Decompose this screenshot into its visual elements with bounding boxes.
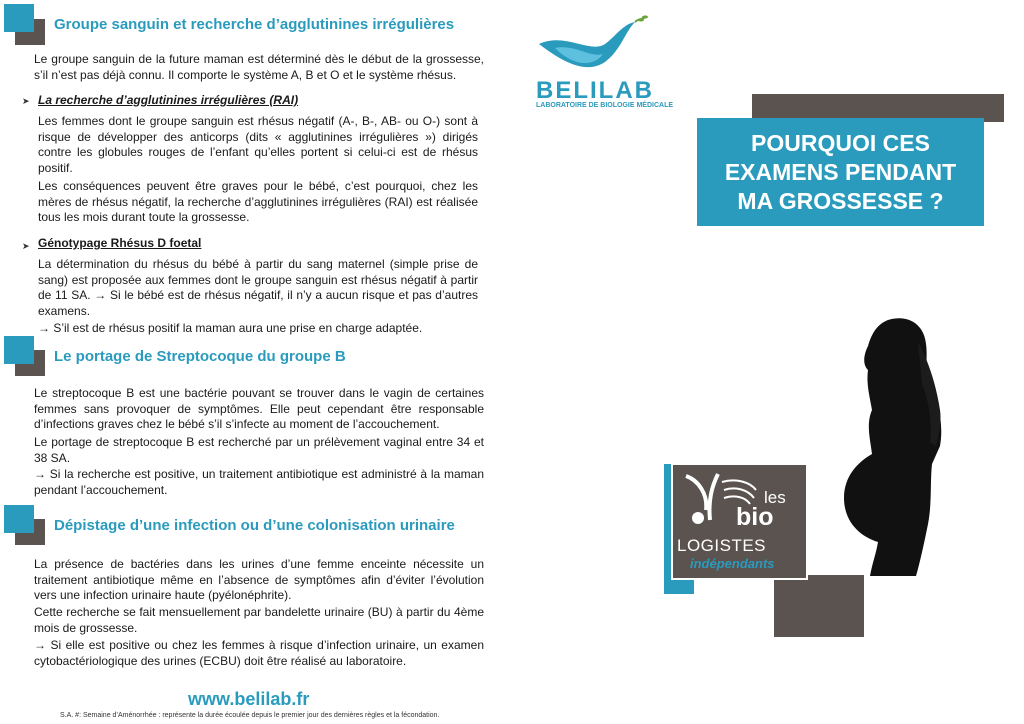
urinary-paragraph-3: → Si elle est positive ou chez les femmes à risque d’infection urinaire, un examen cytobactériologique des urines (ECBU) doit être réalisé au laboratoire. (34, 638, 484, 668)
cover-title-line-1: POURQUOI CES (751, 129, 930, 156)
urinary-paragraph-2: Cette recherche se fait mensuellement par bandelette urinaire (BU) à partir du 4ème mois de grossesse. (34, 605, 484, 635)
genotyping-paragraph-1: La détermination du rhésus du bébé à partir du sang maternel (simple prise de sang) est proposée aux femmes dont le groupe sanguin est rhésus négatif à partir de 11 SA. → Si le bébé est de rhésus négatif, il n’y a aucun risque et pas d’autres examens. (38, 257, 478, 318)
strep-paragraph-2: Le portage de streptocoque B est recherché par un prélèvement vaginal entre 34 et 38 SA. (34, 435, 484, 465)
cover-title-line-3: MA GROSSESSE ? (737, 187, 944, 214)
belilab-logo-icon (535, 14, 650, 82)
footnote: S.A. #: Semaine d’Aménorrhée : représente la durée écoulée depuis le premier jour des dernières règles et la fécondation. (60, 712, 440, 719)
genotyping-heading: Génotypage Rhésus D foetal (38, 236, 202, 250)
blood-group-intro: Le groupe sanguin de la future maman est déterminé dès le début de la grossesse, s’il n’est pas déjà connu. Il comporte le système A, B et O et le système rhésus. (34, 52, 484, 82)
badge-les: les (764, 488, 786, 507)
website-link[interactable]: www.belilab.fr (188, 689, 310, 709)
brand-subtitle: LABORATOIRE DE BIOLOGIE MÉDICALE (536, 102, 674, 109)
strep-paragraph-3: → Si la recherche est positive, un traitement antibiotique est administré à la maman pendant l’accouchement. (34, 467, 484, 497)
badge-accent-dark (774, 575, 864, 637)
badge-independants: indépendants (690, 556, 775, 571)
section-marker-teal (4, 505, 34, 533)
section-marker-teal (4, 336, 34, 364)
brand-name: BELILAB (536, 77, 654, 104)
bullet-arrow-icon: ➤ (22, 241, 30, 251)
rai-paragraph-1: Les femmes dont le groupe sanguin est rhésus négatif (A-, B-, AB- ou O-) sont à risque de développer des anticorps (dits « agglutinines irrégulières ») dirigés contre les globules rouges de l’enfant qu’elles portent si celui-ci est de rhésus positif. (38, 114, 478, 175)
urinary-paragraph-1: La présence de bactéries dans les urines d’une femme enceinte nécessite un traitement antibiotique même en l’absence de symptômes afin d’éviter l’évolution vers une infection urinaire haute (pyélonéphrite). (34, 557, 484, 603)
cover-title (697, 118, 984, 226)
badge-logistes: LOGISTES (677, 536, 767, 555)
rai-paragraph-2: Les conséquences peuvent être graves pour le bébé, c’est pourquoi, chez les mères de rhésus négatif, la recherche d’agglutinines irrégulières (RAI) est réalisée tous les mois durant toute la grossesse. (38, 179, 478, 225)
section-marker-teal (4, 4, 34, 32)
section-title-urinary: Dépistage d’une infection ou d’une colonisation urinaire (54, 517, 455, 534)
section-title-blood-group: Groupe sanguin et recherche d’agglutinines irrégulières (54, 16, 455, 33)
pregnant-woman-silhouette (820, 314, 995, 576)
genotyping-paragraph-2: → S’il est de rhésus positif la maman aura une prise en charge adaptée. (38, 321, 423, 335)
cover-title-line-2: EXAMENS PENDANT (724, 158, 957, 185)
strep-paragraph-1: Le streptocoque B est une bactérie pouvant se trouver dans le vagin de certaines femmes sans provoquer de symptômes. Elle peut cependant être responsable d’infections graves chez le bébé s’il s’infecte au moment de l’accouchement. (34, 386, 484, 432)
rai-heading: La recherche d’agglutinines irrégulières (RAI) (38, 93, 299, 107)
section-title-streptococcus: Le portage de Streptocoque du groupe B (54, 348, 346, 365)
bullet-arrow-icon: ➤ (22, 96, 30, 106)
badge-bio: bio (736, 503, 774, 531)
